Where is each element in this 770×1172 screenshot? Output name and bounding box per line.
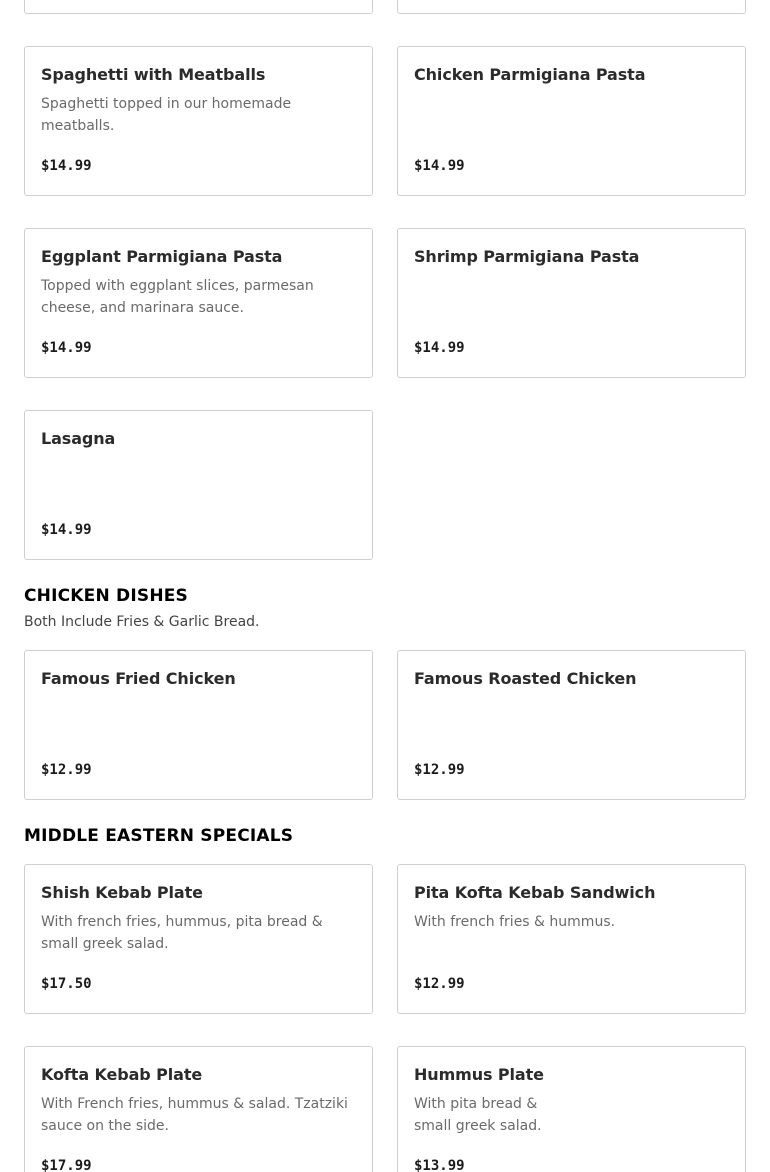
menu-item-price: $14.99 <box>41 522 92 538</box>
menu-item-card[interactable] <box>397 650 746 800</box>
section-title-chicken: CHICKEN DISHES <box>24 586 189 606</box>
menu-item-card[interactable] <box>397 1046 746 1172</box>
menu-item-price: $14.99 <box>414 340 465 356</box>
menu-item-price: $17.99 <box>41 1158 92 1172</box>
menu-item-card[interactable] <box>24 228 373 378</box>
menu-item-description: With french fries, hummus, pita bread & small greek salad. <box>41 914 323 952</box>
section-title-middle-eastern: MIDDLE EASTERN SPECIALS <box>24 826 294 846</box>
menu-item-description: With French fries, hummus & salad. Tzatziki sauce on the side. <box>41 1096 348 1134</box>
menu-item-description: With pita bread & small greek salad. <box>414 1096 542 1134</box>
menu-item-name: Pita Kofta Kebab Sandwich <box>414 883 656 902</box>
menu-item-name: Chicken Parmigiana Pasta <box>414 65 646 84</box>
menu-item-description: With french fries & hummus. <box>414 914 616 930</box>
menu-item-price: $14.99 <box>41 340 92 356</box>
menu-item-card[interactable] <box>397 228 746 378</box>
menu-item-name: Kofta Kebab Plate <box>41 1065 203 1084</box>
menu-item-card[interactable] <box>24 650 373 800</box>
menu-item-name: Famous Roasted Chicken <box>414 669 637 688</box>
menu-item-price: $13.99 <box>414 1158 465 1172</box>
menu-item-description: Topped with eggplant slices, parmesan cheese, and marinara sauce. <box>41 278 314 316</box>
menu-item-name: Spaghetti with Meatballs <box>41 65 266 84</box>
menu-item-price: $12.99 <box>414 976 465 992</box>
menu-item-price: $12.99 <box>41 762 92 778</box>
menu-item-description: Spaghetti topped in our homemade meatballs. <box>41 96 292 134</box>
menu-item-price: $17.50 <box>41 976 92 992</box>
menu-item-card-partial[interactable] <box>397 0 746 14</box>
menu-item-name: Shish Kebab Plate <box>41 883 203 902</box>
menu-item-card-partial[interactable] <box>24 0 373 14</box>
menu-item-card[interactable] <box>24 46 373 196</box>
menu-item-price: $14.99 <box>414 158 465 174</box>
menu-item-card[interactable] <box>24 864 373 1014</box>
menu-item-price: $12.99 <box>414 762 465 778</box>
menu-item-card[interactable] <box>397 864 746 1014</box>
menu-item-card[interactable] <box>24 1046 373 1172</box>
section-subtitle-chicken: Both Include Fries & Garlic Bread. <box>24 614 260 630</box>
menu-item-name: Eggplant Parmigiana Pasta <box>41 247 283 266</box>
menu-item-name: Famous Fried Chicken <box>41 669 236 688</box>
menu-item-name: Lasagna <box>41 429 116 448</box>
menu-item-name: Shrimp Parmigiana Pasta <box>414 247 640 266</box>
menu-item-price: $14.99 <box>41 158 92 174</box>
menu-item-card[interactable] <box>24 410 373 560</box>
menu-item-card[interactable] <box>397 46 746 196</box>
menu-item-name: Hummus Plate <box>414 1065 544 1084</box>
